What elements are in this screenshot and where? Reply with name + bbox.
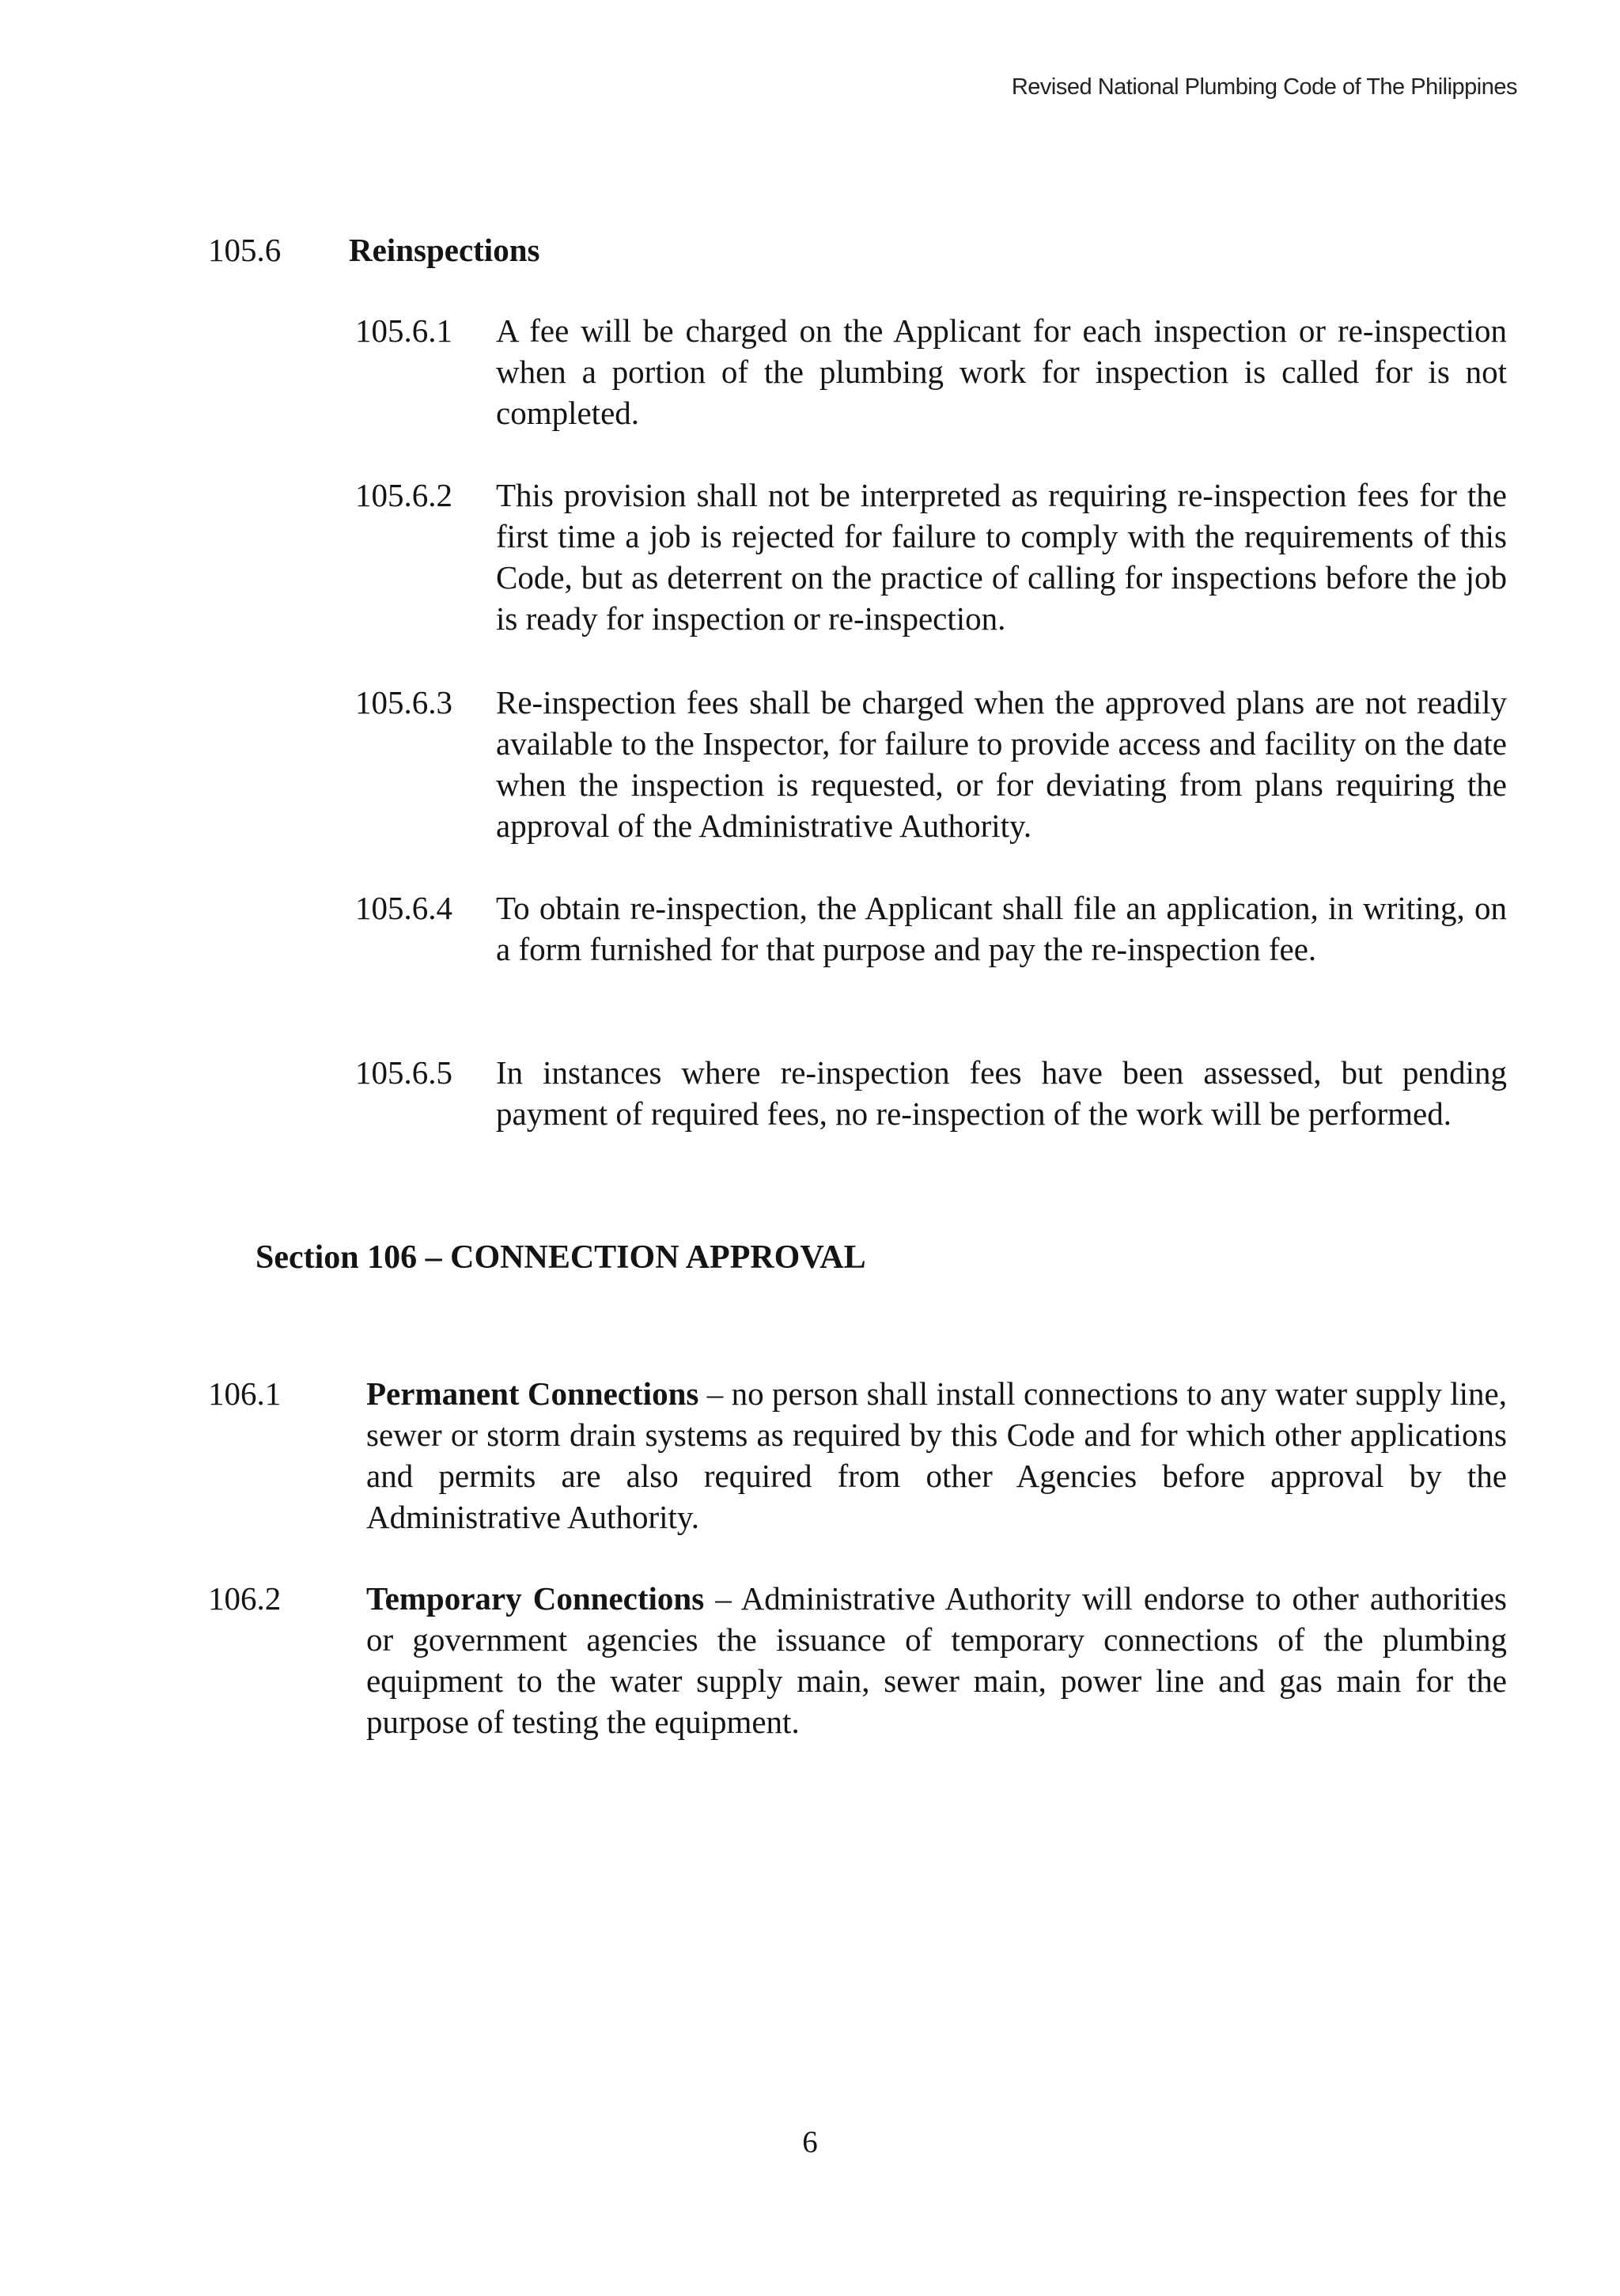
clause-105-6-2 — [355, 475, 1507, 639]
paragraph-body — [366, 1373, 1507, 1538]
clause-number: 105.6.3 — [355, 684, 452, 721]
clause-105-6-3 — [355, 682, 1507, 846]
subsection-number: 105.6 — [208, 232, 282, 268]
paragraph-number: 106.2 — [208, 1580, 282, 1617]
paragraph-106-1 — [208, 1373, 1507, 1538]
paragraph-text: – Administrative Authority will endorse to other authorities or government agencies the issuance of temporary connections of the plumbing equipment to the water supply main, sewer main, power line and gas main for the purpose of testing the equipment. — [366, 1580, 1507, 1740]
clause-text: A fee will be charged on the Applicant for each inspection or re-inspection when a portion of the plumbing work for inspection is called for is not completed. — [496, 312, 1507, 431]
clause-105-6-4 — [355, 887, 1507, 970]
clause-number: 105.6.1 — [355, 312, 452, 349]
paragraph-106-2 — [208, 1578, 1507, 1742]
clause-number: 105.6.2 — [355, 477, 452, 513]
clause-105-6-5 — [355, 1052, 1507, 1134]
paragraph-number: 106.1 — [208, 1375, 282, 1412]
clause-text: Re-inspection fees shall be charged when the approved plans are not readily available to the Inspector, for failure to provide access and facility on the date when the inspection is requested, or for deviating from plans requiring the approval of the Administrative Authority. — [496, 684, 1507, 844]
paragraph-lead: Permanent Connections — [366, 1375, 699, 1412]
paragraph-text: – no person shall install connections to any water supply line, sewer or storm drain systems as required by this Code and for which other applications and permits are also required from other Agencies before approval by the Administrative Authority. — [366, 1375, 1507, 1535]
page-number: 6 — [802, 2125, 818, 2159]
subsection-heading-105-6 — [208, 231, 539, 269]
paragraph-lead: Temporary Connections — [366, 1580, 705, 1617]
section-title-106: Section 106 – CONNECTION APPROVAL — [255, 1239, 866, 1276]
running-header: Revised National Plumbing Code of The Philippines — [1011, 74, 1517, 100]
clause-text: To obtain re-inspection, the Applicant shall file an application, in writing, on a form furnished for that purpose and pay the re-inspection fee. — [496, 890, 1507, 967]
clause-text: In instances where re-inspection fees have been assessed, but pending payment of required fees, no re-inspection of the work will be performed. — [496, 1054, 1507, 1132]
clause-105-6-1 — [355, 310, 1507, 433]
subsection-title: Reinspections — [349, 232, 540, 268]
paragraph-body — [366, 1578, 1507, 1742]
clause-text: This provision shall not be interpreted as requiring re-inspection fees for the first time a job is rejected for failure to comply with the requirements of this Code, but as deterrent on the practice of calling for inspections before the job is ready for inspection or re-inspection. — [496, 477, 1507, 637]
clause-number: 105.6.4 — [355, 890, 452, 926]
clause-number: 105.6.5 — [355, 1054, 452, 1091]
